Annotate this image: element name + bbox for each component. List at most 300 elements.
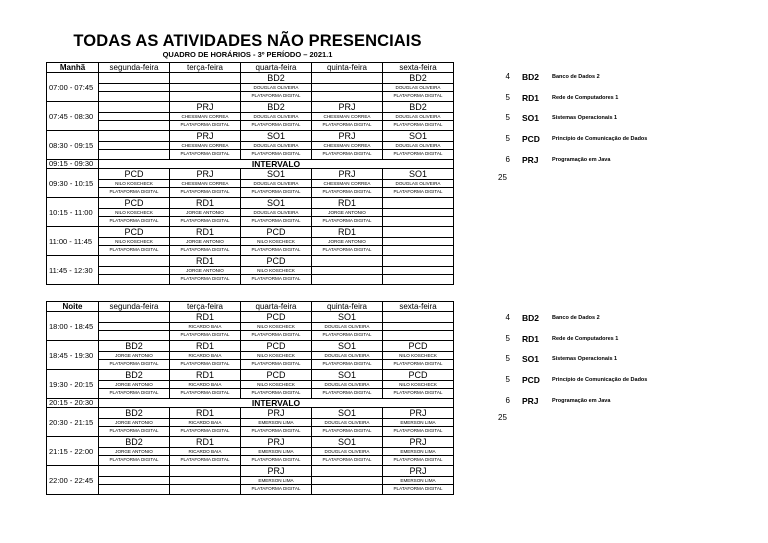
class-cell	[170, 227, 241, 256]
class-cell	[170, 408, 241, 437]
course-code: SO1	[337, 370, 356, 380]
platform-label	[383, 216, 453, 225]
class-cell	[383, 102, 454, 131]
course-code	[383, 198, 453, 208]
platform-label: PLATAFORMA DIGITAL	[383, 120, 453, 129]
platform-label	[99, 330, 169, 339]
legend-hours: 5	[505, 333, 510, 343]
legend-hours: 6	[505, 395, 510, 405]
teacher-name: NILO KOSCHECK	[99, 208, 169, 216]
class-cell	[99, 408, 170, 437]
course-code: PRJ	[196, 169, 214, 179]
day-header: sexta-feira	[383, 302, 454, 312]
platform-label: PLATAFORMA DIGITAL	[241, 388, 311, 397]
class-cell	[99, 102, 170, 131]
legend-description: Sistemas Operacionais 1	[552, 115, 618, 122]
platform-label: PLATAFORMA DIGITAL	[241, 120, 311, 129]
course-code: BD2	[125, 341, 143, 351]
legend-hours: 4	[505, 313, 510, 322]
course-code: SO1	[408, 131, 427, 141]
course-code: PCD	[408, 341, 428, 351]
legend-total: 25	[498, 173, 507, 182]
course-code	[312, 256, 382, 266]
platform-label	[99, 274, 169, 283]
course-code: RD1	[337, 198, 356, 208]
course-code: RD1	[195, 437, 214, 447]
class-cell	[241, 102, 312, 131]
course-code: PRJ	[267, 437, 285, 447]
time-row	[47, 437, 454, 466]
header-row	[47, 302, 454, 312]
legend-description: Princípio de Comunicação de Dados	[552, 136, 648, 143]
class-cell	[170, 256, 241, 285]
time-row	[47, 169, 454, 198]
class-cell	[383, 370, 454, 399]
platform-label: PLATAFORMA DIGITAL	[241, 426, 311, 435]
class-cell	[99, 341, 170, 370]
course-code	[312, 466, 382, 476]
class-cell	[312, 102, 383, 131]
class-cell	[312, 131, 383, 160]
time-row	[47, 256, 454, 285]
class-cell	[99, 227, 170, 256]
platform-label: PLATAFORMA DIGITAL	[241, 149, 311, 158]
teacher-name	[312, 476, 382, 484]
course-code: RD1	[195, 256, 214, 266]
teacher-name: RICARDO BAIA	[170, 380, 240, 388]
platform-label: PLATAFORMA DIGITAL	[383, 484, 453, 493]
course-code: PCD	[266, 227, 286, 237]
time-slot: 18:45 - 19:30	[47, 341, 99, 370]
teacher-name: JORGE ANTONIO	[170, 237, 240, 245]
teacher-name: CHESSMAN CORREA	[170, 179, 240, 187]
course-code: RD1	[195, 227, 214, 237]
class-cell	[312, 169, 383, 198]
break-row	[47, 160, 454, 169]
break-label: INTERVALO	[99, 399, 454, 408]
course-code	[99, 256, 169, 266]
course-code: SO1	[266, 198, 285, 208]
teacher-name: JORGE ANTONIO	[312, 237, 382, 245]
class-cell	[383, 312, 454, 341]
page-subtitle: QUADRO DE HORÁRIOS - 3º PERÍODO – 2021.1	[162, 50, 333, 59]
class-cell	[383, 341, 454, 370]
platform-label: PLATAFORMA DIGITAL	[241, 359, 311, 368]
teacher-name: NILO KOSCHECK	[383, 351, 453, 359]
legend-hours: 4	[505, 72, 510, 81]
course-code: PRJ	[338, 131, 356, 141]
class-cell	[99, 169, 170, 198]
course-code: PRJ	[338, 169, 356, 179]
class-cell	[312, 408, 383, 437]
time-slot: 09:30 - 10:15	[47, 169, 99, 198]
day-header: quarta-feira	[241, 302, 312, 312]
platform-label	[312, 484, 382, 493]
class-cell	[99, 73, 170, 102]
platform-label	[312, 91, 382, 100]
legend-code: BD2	[522, 313, 540, 323]
course-code: PCD	[408, 370, 428, 380]
class-cell	[312, 73, 383, 102]
platform-label	[99, 484, 169, 493]
class-cell	[383, 227, 454, 256]
course-code: SO1	[266, 131, 285, 141]
class-cell	[170, 73, 241, 102]
class-cell	[312, 312, 383, 341]
teacher-name: JORGE ANTONIO	[99, 351, 169, 359]
class-cell	[383, 408, 454, 437]
course-code: PRJ	[267, 466, 285, 476]
platform-label: PLATAFORMA DIGITAL	[170, 216, 240, 225]
platform-label: PLATAFORMA DIGITAL	[170, 245, 240, 254]
class-cell	[241, 408, 312, 437]
class-cell	[241, 437, 312, 466]
teacher-name: RICARDO BAIA	[170, 447, 240, 455]
platform-label: PLATAFORMA DIGITAL	[241, 455, 311, 464]
time-row	[47, 341, 454, 370]
class-cell	[170, 370, 241, 399]
teacher-name	[170, 83, 240, 91]
teacher-name: DOUGLAS OLIVEIRA	[241, 179, 311, 187]
schedule-table-noite	[46, 301, 454, 495]
course-code: BD2	[267, 73, 285, 83]
class-cell	[99, 466, 170, 495]
teacher-name: NILO KOSCHECK	[383, 380, 453, 388]
class-cell	[170, 131, 241, 160]
class-cell	[99, 131, 170, 160]
teacher-name: DOUGLAS OLIVEIRA	[312, 418, 382, 426]
class-cell	[241, 466, 312, 495]
period-label: Manhã	[47, 63, 99, 73]
teacher-name: DOUGLAS OLIVEIRA	[241, 141, 311, 149]
teacher-name: EMERSON LIMA	[241, 418, 311, 426]
teacher-name: RICARDO BAIA	[170, 351, 240, 359]
course-code: PCD	[266, 256, 286, 266]
platform-label: PLATAFORMA DIGITAL	[170, 120, 240, 129]
time-slot: 11:45 - 12:30	[47, 256, 99, 285]
course-code: BD2	[267, 102, 285, 112]
time-slot: 08:30 - 09:15	[47, 131, 99, 160]
platform-label: PLATAFORMA DIGITAL	[383, 426, 453, 435]
teacher-name: DOUGLAS OLIVEIRA	[312, 447, 382, 455]
class-cell	[241, 370, 312, 399]
legend-description: Rede de Computadores 1	[552, 94, 619, 101]
legend-code: PRJ	[522, 154, 539, 165]
class-cell	[312, 256, 383, 285]
course-code	[383, 256, 453, 266]
teacher-name	[383, 208, 453, 216]
course-code: PCD	[124, 227, 144, 237]
time-slot: 09:15 - 09:30	[47, 160, 99, 169]
teacher-name: DOUGLAS OLIVEIRA	[312, 380, 382, 388]
class-cell	[383, 169, 454, 198]
teacher-name: NILO KOSCHECK	[241, 266, 311, 274]
teacher-name	[312, 83, 382, 91]
platform-label: PLATAFORMA DIGITAL	[99, 245, 169, 254]
teacher-name: EMERSON LIMA	[241, 476, 311, 484]
class-cell	[170, 102, 241, 131]
teacher-name: NILO KOSCHECK	[241, 237, 311, 245]
legend-code: RD1	[522, 92, 540, 103]
platform-label: PLATAFORMA DIGITAL	[241, 274, 311, 283]
course-code	[170, 466, 240, 476]
platform-label: PLATAFORMA DIGITAL	[170, 187, 240, 196]
break-label: INTERVALO	[99, 160, 454, 169]
course-code: PCD	[124, 169, 144, 179]
class-cell	[170, 312, 241, 341]
time-slot: 20:15 - 20:30	[47, 399, 99, 408]
platform-label	[383, 330, 453, 339]
day-header: sexta-feira	[383, 63, 454, 73]
course-code: SO1	[408, 169, 427, 179]
legend-total: 25	[498, 413, 507, 422]
platform-label: PLATAFORMA DIGITAL	[170, 330, 240, 339]
teacher-name	[99, 83, 169, 91]
platform-label: PLATAFORMA DIGITAL	[383, 359, 453, 368]
teacher-name: DOUGLAS OLIVEIRA	[312, 351, 382, 359]
time-slot: 11:00 - 11:45	[47, 227, 99, 256]
course-code	[99, 131, 169, 141]
teacher-name	[99, 112, 169, 120]
course-code: RD1	[195, 341, 214, 351]
day-header: quinta-feira	[312, 302, 383, 312]
course-code	[99, 73, 169, 83]
platform-label	[312, 274, 382, 283]
teacher-name	[99, 141, 169, 149]
course-code: RD1	[195, 370, 214, 380]
platform-label: PLATAFORMA DIGITAL	[170, 426, 240, 435]
platform-label: PLATAFORMA DIGITAL	[312, 388, 382, 397]
platform-label: PLATAFORMA DIGITAL	[170, 149, 240, 158]
platform-label: PLATAFORMA DIGITAL	[383, 91, 453, 100]
course-code: SO1	[266, 169, 285, 179]
course-code: RD1	[195, 312, 214, 322]
platform-label: PLATAFORMA DIGITAL	[170, 388, 240, 397]
class-cell	[241, 227, 312, 256]
platform-label	[383, 274, 453, 283]
day-header: quinta-feira	[312, 63, 383, 73]
class-cell	[241, 131, 312, 160]
class-cell	[312, 198, 383, 227]
legend-hours: 5	[505, 354, 510, 364]
course-code: RD1	[195, 408, 214, 418]
legend-hours: 5	[505, 375, 510, 385]
platform-label: PLATAFORMA DIGITAL	[312, 330, 382, 339]
course-code: BD2	[409, 73, 427, 83]
legend-hours: 6	[505, 154, 510, 164]
class-cell	[383, 73, 454, 102]
legend-description: Banco de Dados 2	[552, 315, 600, 321]
course-code: BD2	[125, 408, 143, 418]
class-cell	[312, 370, 383, 399]
platform-label: PLATAFORMA DIGITAL	[99, 216, 169, 225]
platform-label	[170, 91, 240, 100]
header-row	[47, 63, 454, 73]
time-slot: 19:30 - 20:15	[47, 370, 99, 399]
course-code	[99, 312, 169, 322]
teacher-name: JORGE ANTONIO	[99, 380, 169, 388]
teacher-name: RICARDO BAIA	[170, 322, 240, 330]
legend-code: BD2	[522, 72, 540, 82]
teacher-name: NILO KOSCHECK	[241, 380, 311, 388]
time-slot: 07:00 - 07:45	[47, 73, 99, 102]
teacher-name: CHESSMAN CORREA	[312, 112, 382, 120]
platform-label: PLATAFORMA DIGITAL	[312, 149, 382, 158]
legend-description: Banco de Dados 2	[552, 74, 600, 80]
platform-label	[170, 484, 240, 493]
teacher-name: JORGE ANTONIO	[99, 418, 169, 426]
teacher-name: EMERSON LIMA	[383, 447, 453, 455]
day-header: terça-feira	[170, 302, 241, 312]
course-code: PRJ	[267, 408, 285, 418]
course-code	[170, 73, 240, 83]
page-title: TODAS AS ATIVIDADES NÃO PRESENCIAIS	[73, 32, 422, 50]
teacher-name: JORGE ANTONIO	[170, 266, 240, 274]
class-cell	[312, 437, 383, 466]
teacher-name	[383, 266, 453, 274]
legend-description: Sistemas Operacionais 1	[552, 356, 618, 363]
class-cell	[312, 466, 383, 495]
platform-label: PLATAFORMA DIGITAL	[383, 455, 453, 464]
platform-label: PLATAFORMA DIGITAL	[99, 388, 169, 397]
platform-label: PLATAFORMA DIGITAL	[312, 187, 382, 196]
platform-label	[99, 91, 169, 100]
course-code: SO1	[337, 341, 356, 351]
legend-hours: 5	[505, 92, 510, 102]
teacher-name: NILO KOSCHECK	[99, 237, 169, 245]
platform-label	[99, 120, 169, 129]
course-code: BD2	[125, 370, 143, 380]
teacher-name: EMERSON LIMA	[241, 447, 311, 455]
course-code: RD1	[337, 227, 356, 237]
course-code	[99, 466, 169, 476]
platform-label: PLATAFORMA DIGITAL	[383, 187, 453, 196]
time-row	[47, 370, 454, 399]
time-slot: 07:45 - 08:30	[47, 102, 99, 131]
class-cell	[383, 198, 454, 227]
course-code: RD1	[195, 198, 214, 208]
teacher-name: CHESSMAN CORREA	[312, 179, 382, 187]
class-cell	[241, 341, 312, 370]
class-cell	[241, 73, 312, 102]
platform-label: PLATAFORMA DIGITAL	[99, 359, 169, 368]
class-cell	[170, 341, 241, 370]
platform-label: PLATAFORMA DIGITAL	[312, 455, 382, 464]
course-code: SO1	[337, 437, 356, 447]
teacher-name: DOUGLAS OLIVEIRA	[383, 141, 453, 149]
legend-description: Rede de Computadores 1	[552, 335, 619, 342]
platform-label: PLATAFORMA DIGITAL	[99, 426, 169, 435]
class-cell	[241, 256, 312, 285]
class-cell	[170, 466, 241, 495]
platform-label: PLATAFORMA DIGITAL	[241, 187, 311, 196]
platform-label: PLATAFORMA DIGITAL	[312, 426, 382, 435]
class-cell	[312, 341, 383, 370]
class-cell	[99, 312, 170, 341]
course-code: SO1	[337, 408, 356, 418]
teacher-name: JORGE ANTONIO	[312, 208, 382, 216]
platform-label: PLATAFORMA DIGITAL	[241, 216, 311, 225]
platform-label: PLATAFORMA DIGITAL	[312, 216, 382, 225]
teacher-name: CHESSMAN CORREA	[170, 141, 240, 149]
period-label: Noite	[47, 302, 99, 312]
platform-label: PLATAFORMA DIGITAL	[241, 330, 311, 339]
legend-hours: 5	[505, 113, 510, 123]
day-header: quarta-feira	[241, 63, 312, 73]
course-code	[312, 73, 382, 83]
class-cell	[241, 312, 312, 341]
legend-code: PCD	[522, 375, 540, 386]
teacher-name: DOUGLAS OLIVEIRA	[241, 112, 311, 120]
platform-label: PLATAFORMA DIGITAL	[99, 187, 169, 196]
course-code: PRJ	[196, 131, 214, 141]
course-code: PCD	[266, 370, 286, 380]
course-code: PCD	[266, 341, 286, 351]
course-code: PRJ	[196, 102, 214, 112]
teacher-name: DOUGLAS OLIVEIRA	[383, 112, 453, 120]
time-row	[47, 408, 454, 437]
legend-hours: 5	[505, 134, 510, 144]
teacher-name: DOUGLAS OLIVEIRA	[241, 83, 311, 91]
day-header: segunda-feira	[99, 63, 170, 73]
legend-code: SO1	[522, 113, 540, 124]
platform-label: PLATAFORMA DIGITAL	[241, 484, 311, 493]
teacher-name: RICARDO BAIA	[170, 418, 240, 426]
teacher-name: DOUGLAS OLIVEIRA	[241, 208, 311, 216]
teacher-name	[99, 322, 169, 330]
time-slot: 18:00 - 18:45	[47, 312, 99, 341]
course-code: PRJ	[409, 408, 427, 418]
class-cell	[383, 256, 454, 285]
time-row	[47, 131, 454, 160]
teacher-name: NILO KOSCHECK	[241, 322, 311, 330]
break-row	[47, 399, 454, 408]
class-cell	[99, 198, 170, 227]
class-cell	[383, 437, 454, 466]
time-row	[47, 102, 454, 131]
teacher-name: CHESSMAN CORREA	[170, 112, 240, 120]
teacher-name	[99, 476, 169, 484]
course-code	[383, 227, 453, 237]
class-cell	[241, 198, 312, 227]
legend-code: RD1	[522, 333, 540, 344]
platform-label	[383, 245, 453, 254]
schedule-table-manhã	[46, 62, 454, 285]
platform-label: PLATAFORMA DIGITAL	[241, 245, 311, 254]
course-code: BD2	[409, 102, 427, 112]
time-row	[47, 73, 454, 102]
legend-code: PRJ	[522, 395, 539, 406]
course-code: PRJ	[409, 466, 427, 476]
class-cell	[383, 466, 454, 495]
day-header: terça-feira	[170, 63, 241, 73]
class-cell	[99, 370, 170, 399]
class-cell	[170, 169, 241, 198]
teacher-name: EMERSON LIMA	[383, 418, 453, 426]
teacher-name	[170, 476, 240, 484]
day-header: segunda-feira	[99, 302, 170, 312]
teacher-name: CHESSMAN CORREA	[312, 141, 382, 149]
class-cell	[99, 256, 170, 285]
class-cell	[99, 437, 170, 466]
platform-label	[99, 149, 169, 158]
legend-description: Programação em Java	[552, 156, 611, 163]
class-cell	[170, 437, 241, 466]
teacher-name	[383, 237, 453, 245]
legend-code: SO1	[522, 354, 540, 365]
time-slot: 10:15 - 11:00	[47, 198, 99, 227]
teacher-name: JORGE ANTONIO	[99, 447, 169, 455]
